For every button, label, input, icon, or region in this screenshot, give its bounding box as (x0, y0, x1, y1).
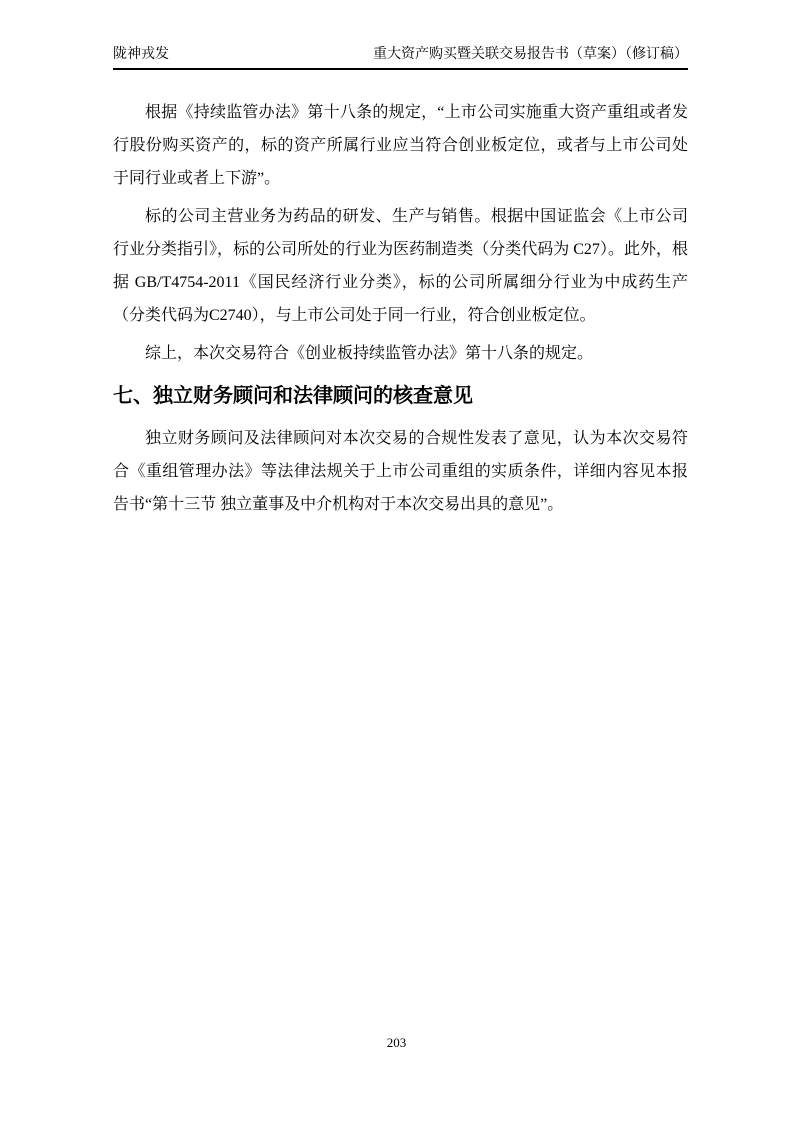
header-report-title: 重大资产购买暨关联交易报告书（草案）（修订稿） (373, 47, 688, 62)
header-company-name: 陇神戎发 (113, 47, 169, 62)
page-header (113, 46, 688, 70)
section-heading: 七、独立财务顾问和法律顾问的核查意见 (113, 385, 473, 407)
paragraph-regulation-quote: 根据《持续监管办法》第十八条的规定，“上市公司实施重大资产重组或者发行股份购买资产的，标的资产所属行业应当符合创业板定位，或者与上市公司处于同行业或者上下游”。 (113, 104, 688, 187)
paragraph-conclusion: 综上，本次交易符合《创业板持续监管办法》第十八条的规定。 (145, 345, 594, 362)
paragraph-industry-classification: 标的公司主营业务为药品的研发、生产与销售。根据中国证监会《上市公司行业分类指引》，标的公司所处的行业为医药制造类（分类代码为 C27）。此外，根据 GB/T4754-2011《国民经济行业分类》，标的公司所属细分行业为中成药生产（分类代码为C2740），与上市公司处于同一行业，符合创业板定位。 (113, 208, 688, 324)
paragraph-advisor-opinion: 独立财务顾问及法律顾问对本次交易的合规性发表了意见，认为本次交易符合《重组管理办法》等法律法规关于上市公司重组的实质条件，详细内容见本报告书“第十三节 独立董事及中介机构对于本次交易出具的意见”。 (113, 430, 688, 513)
page-number: 203 (386, 1035, 407, 1050)
page-content (113, 96, 688, 526)
